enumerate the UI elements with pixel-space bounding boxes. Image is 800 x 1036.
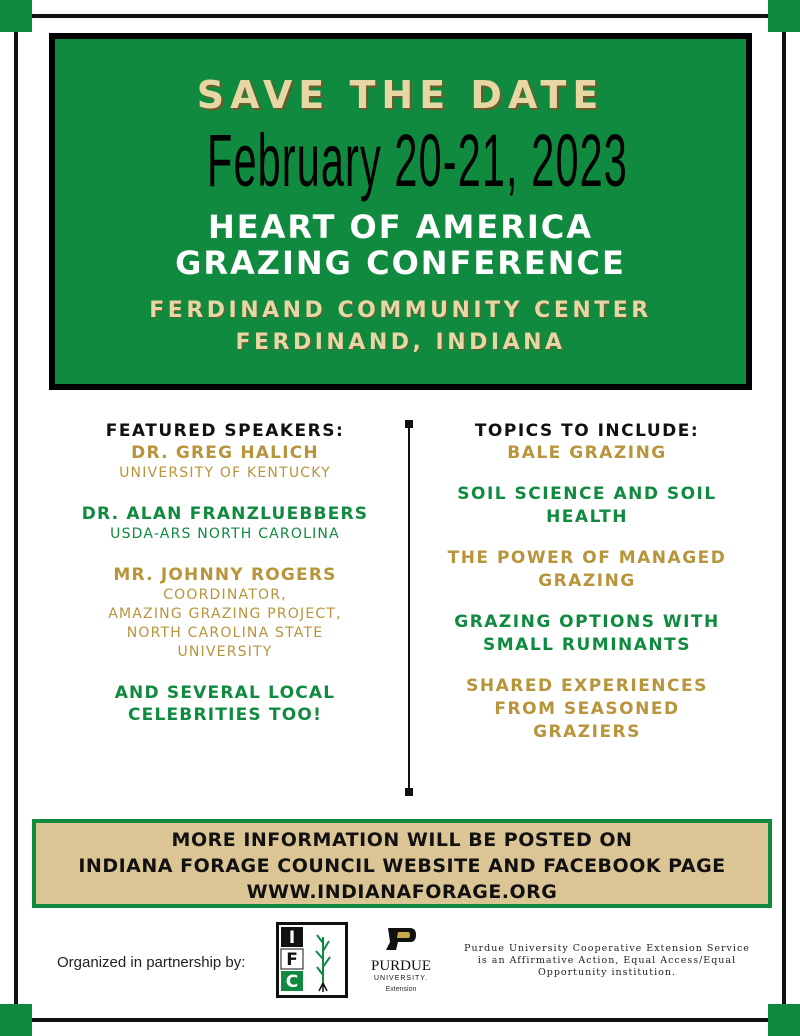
topic-item: SHARED EXPERIENCES <box>466 676 708 696</box>
speaker-affiliation: AMAZING GRAZING PROJECT, <box>108 606 342 622</box>
venue-city: FERDINAND, INDIANA <box>235 330 566 355</box>
speakers-column <box>40 420 410 726</box>
topic-item: BALE GRAZING <box>507 443 667 463</box>
speaker-affiliation: UNIVERSITY OF KENTUCKY <box>119 465 331 481</box>
speaker-affiliation: UNIVERSITY <box>177 644 273 660</box>
event-date: February 20-21, 2023 <box>207 119 628 202</box>
venue-block <box>55 295 746 359</box>
speaker-affiliation: NORTH CAROLINA STATE <box>126 625 324 641</box>
ifc-letter-f: F <box>286 950 298 970</box>
corner-square-bottom-left <box>0 1004 32 1036</box>
website-link[interactable]: WWW.INDIANAFORAGE.ORG <box>246 881 558 903</box>
speakers-closing-line: CELEBRITIES TOO! <box>127 705 323 725</box>
info-line-1: MORE INFORMATION WILL BE POSTED ON <box>171 829 633 851</box>
topic-item: HEALTH <box>546 507 628 527</box>
more-info-box <box>32 819 772 908</box>
purdue-name: PURDUE <box>370 958 431 974</box>
corner-square-top-right <box>768 0 800 32</box>
corner-square-top-left <box>0 0 32 32</box>
eeo-line: Purdue University Cooperative Extension Service <box>464 943 750 954</box>
speaker-name: DR. ALAN FRANZLUEBBERS <box>81 504 369 524</box>
topics-column <box>412 420 762 744</box>
topic-item: THE POWER OF MANAGED <box>447 548 727 568</box>
speaker-affiliation: COORDINATOR, <box>163 587 287 603</box>
purdue-logo <box>360 926 442 996</box>
topic-item: GRAZIERS <box>533 722 641 742</box>
conference-title-line-2: GRAZING CONFERENCE <box>175 244 626 282</box>
topic-item: GRAZING OPTIONS WITH <box>454 612 720 632</box>
topic-item: FROM SEASONED <box>494 699 680 719</box>
topics-heading: TOPICS TO INCLUDE: <box>474 421 700 441</box>
partnership-label: Organized in partnership by: <box>57 954 246 971</box>
speakers-closing-line: AND SEVERAL LOCAL <box>114 683 336 703</box>
frame-line-bottom <box>32 1018 768 1022</box>
topic-item: GRAZING <box>538 571 636 591</box>
eeo-statement <box>452 943 762 979</box>
topic-item: SMALL RUMINANTS <box>483 635 691 655</box>
save-the-date-heading: SAVE THE DATE <box>196 73 605 117</box>
topic-item: SOIL SCIENCE AND SOIL <box>457 484 717 504</box>
speaker-name: MR. JOHNNY ROGERS <box>113 565 337 585</box>
frame-line-right <box>782 32 786 1004</box>
ifc-logo <box>276 922 348 998</box>
speaker-name: DR. GREG HALICH <box>131 443 319 463</box>
conference-title <box>55 209 746 281</box>
frame-line-top <box>32 14 768 18</box>
purdue-university: UNIVERSITY. <box>373 975 429 982</box>
corner-square-bottom-right <box>768 1004 800 1036</box>
eeo-line: Opportunity institution. <box>537 967 677 978</box>
column-divider <box>408 422 410 794</box>
ifc-letter-c: C <box>285 972 299 992</box>
speaker-affiliation: USDA-ARS NORTH CAROLINA <box>110 526 340 542</box>
eeo-line: is an Affirmative Action, Equal Access/Equal <box>477 955 737 966</box>
purdue-extension: Extension <box>385 986 417 993</box>
venue-name: FERDINAND COMMUNITY CENTER <box>149 298 652 323</box>
speakers-heading: FEATURED SPEAKERS: <box>105 421 345 441</box>
header-banner <box>49 33 752 390</box>
frame-line-left <box>14 32 18 1004</box>
conference-title-line-1: HEART OF AMERICA <box>207 208 594 246</box>
info-line-2: INDIANA FORAGE COUNCIL WEBSITE AND FACEBOOK PAGE <box>78 855 726 877</box>
purdue-p-icon <box>384 926 418 952</box>
ifc-letter-i: I <box>288 928 296 948</box>
